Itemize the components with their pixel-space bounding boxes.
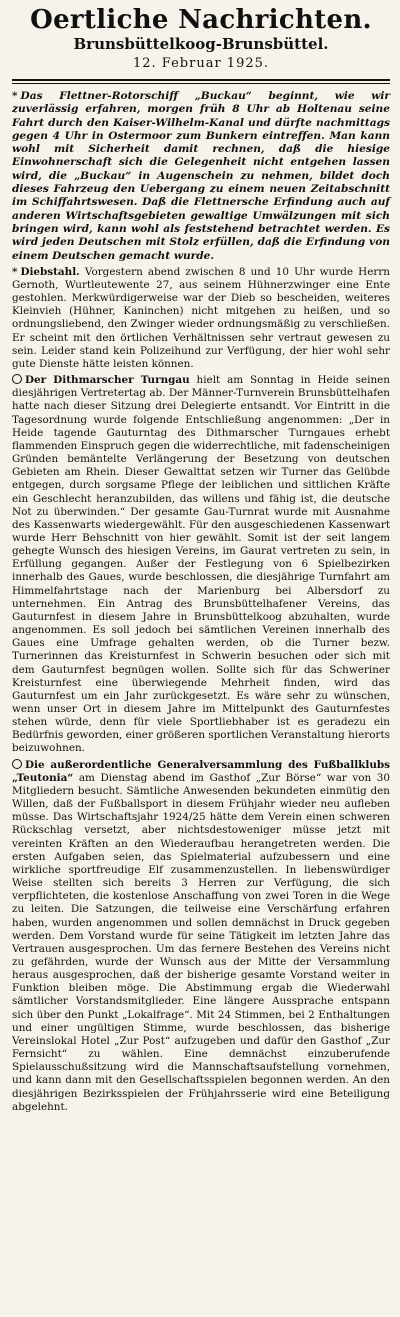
asterisk-marker: * (12, 265, 18, 278)
article-diebstahl (12, 266, 390, 371)
article-turngau (12, 374, 390, 756)
article-flettner-text: Das Flettner-Rotorschiff „Buckau“ beginnt, wie wir zuverlässig erfahren, morgen früh 8 Uhr ab Holtenau seine Fahrt durch den Kaiser-Wilhelm-Kanal und dürfte nachmittags gegen 4 Uhr in Ostermoor zum Bunkern eintreffen. Man kann wohl mit Sicherheit damit rechnen, daß die hiesige Einwohnerschaft sich die Gelegenheit nicht entgehen lassen wird, die „Buckau“ in Augenschein zu nehmen, bildet doch dieses Fahrzeug den Uebergang zu einem neuen Zeitabschnitt im Schiffahrtswesen. Daß die Flettnersche Erfindung auch auf anderen Wirtschaftsgebieten gewaltige Umwälzungen mit sich bringen wird, kann wohl als feststehend betrachtet werden. Es wird jeden Deutschen mit Stolz erfüllen, daß die Erfindung von einem Deutschen gemacht wurde. (12, 90, 390, 262)
dateline: 12. Februar 1925. (132, 56, 270, 71)
article-turngau-kicker: Der Dithmarscher Turngau (25, 374, 190, 387)
article-teutonia-text: am Dienstag abend im Gasthof „Zur Börse“ war von 30 Mitgliedern besucht. Sämtliche Anwesenden bekundeten einmütig den Willen, daß der Fußballsport in diesem Frühjahr wieder neu aufleben müsse. Das Wirtschaftsjahr 1924/25 hätte dem Verein einen schweren Rückschlag versetzt, aber nichtsdestoweniger müsse jetzt mit vereinten Kräften an den Wiederaufbau herangetreten werden. Die ersten Aufgaben seien, das Spielmaterial aufzubessern und eine wirkliche sportfreudige Elf zusammenzustellen. In liebenswürdiger Weise stellten sich bereits 3 Herren zur Verfügung, die sich verpflichteten, die kostenlose Anschaffung von zwei Toren in die Wege zu leiten. Die Satzungen, die teilweise eine Verschärfung erfahren haben, wurden angenommen und sollen demnächst in Druck gegeben werden. Dem Vorstand wurde für seine Tätigkeit im letzten Jahre das Vertrauen ausgesprochen. Um das fernere Bestehen des Vereins nicht zu gefährden, wurde der Wunsch aus der Mitte der Versammlung heraus ausgesprochen, daß der bisherige gesamte Vorstand weiter in Funktion bleiben möge. Die Abstimmung ergab die Wiederwahl sämtlicher Vorstandsmitglieder. Eine längere Aussprache entspann sich über den Punkt „Lokalfrage“. Mit 24 Stimmen, bei 2 Enthaltungen und einer ungültigen Stimme, wurde beschlossen, das bisherige Vereinslokal Hotel „Zur Post“ aufzugeben und dafür den Gasthof „Zur Fernsicht“ zu wählen. Eine demnächst einzuberufende Spielausschußsitzung wird die Mannschaftsaufstellung vornehmen, und kann dann mit den Gesellschaftsspielen begonnen werden. An den diesjährigen Bezirksspielen der Frühjahrsserie wird eine Beteiligung abgelehnt. (12, 771, 390, 1113)
masthead (12, 5, 390, 73)
article-diebstahl-kicker: Diebstahl. (20, 265, 80, 278)
article-turngau-text: hielt am Sonntag in Heide seinen diesjährigen Vertretertag ab. Der Männer-Turnverein Brunsbüttelhafen hatte nach dieser Sitzung drei Delegierte entsandt. Vor Eintritt in die Tagesordnung wurde folgende Entschließung angenommen: „Der in Heide tagende Gauturntag des Dithmarscher Turngaues erhebt flammenden Einspruch gegen die widerrechtliche, mit fadenscheinigen Gründen bemäntelte Verlängerung der Besetzung von deutschen Gebieten am Rhein. Dieser Gewalttat setzen wir Turner das Gelübde entgegen, durch sorgsame Pflege der leiblichen und sittlichen Kräfte ein Geschlecht heranzubilden, das willens und fähig ist, die deutsche Not zu überwinden.“ Der gesamte Gau-Turnrat wurde mit Ausnahme des Kassenwarts wiedergewählt. Für den ausgeschiedenen Kassenwart wurde Herr Behschnitt von hier gewählt. Somit ist der seit langem gehegte Wunsch des hiesigen Vereins, im Gaurat vertreten zu sein, in Erfüllung gegangen. Außer der Festlegung von 6 Spielbezirken innerhalb des Gaues, wurde beschlossen, die diesjährige Turnfahrt am Himmelfahrtstage nach der Marienburg bei Albersdorf zu unternehmen. Ein Antrag des Brunsbüttelhafener Vereins, das Gauturnfest in diesem Jahre in Brunsbüttelkoog abzuhalten, wurde angenommen. Es soll jedoch bei sämtlichen Vereinen innerhalb des Gaues eine Umfrage gehalten werden, ob die Turner bezw. Turnerinnen das Kreisturnfest in Schwerin besuchen oder sich mit dem Gauturnfest begnügen wollen. Sollte sich für das Schweriner Kreisturnfest eine überwiegende Mehrheit finden, wird das Gauturnfest um ein Jahr zurückgesetzt. Es wäre sehr zu wünschen, wenn unser Ort in diesem Jahre im Mittelpunkt des Gauturnfestes stehen würde, denn für viele Sportliebhaber ist es geradezu ein Bedürfnis geworden, einer größeren sportlichen Veranstaltung hierorts beizuwohnen. (12, 374, 390, 755)
header-rule (12, 79, 390, 84)
article-teutonia (12, 759, 390, 1114)
section-subtitle: Brunsbüttelkoog-Brunsbüttel. (73, 35, 329, 53)
section-title: Oertliche Nachrichten. (30, 5, 372, 35)
asterisk-marker: * (12, 90, 18, 102)
circle-bullet-icon (12, 759, 22, 769)
article-diebstahl-text: Vorgestern abend zwischen 8 und 10 Uhr wurde Herrn Gernoth, Wurtleutewente 27, aus seinem Hühnerzwinger eine Ente gestohlen. Merkwürdigerweise war der Dieb so bescheiden, weiteres Kleinvieh (Hühner, Kaninchen) nicht mitgehen zu heißen, und so ordnungsliebend, den Zwinger wieder ordnungsmäßig zu verschließen. Er scheint mit den örtlichen Verhältnissen sehr vertraut gewesen zu sein. Leider stand kein Polizeihund zur Verfügung, der hier wohl sehr gute Dienste hätte leisten können. (12, 265, 390, 370)
circle-bullet-icon (12, 374, 22, 384)
article-teutonia-kicker: Die außerordentliche Generalversammlung des Fußballklubs „Teutonia“ (12, 758, 390, 784)
article-flettner (12, 90, 390, 263)
